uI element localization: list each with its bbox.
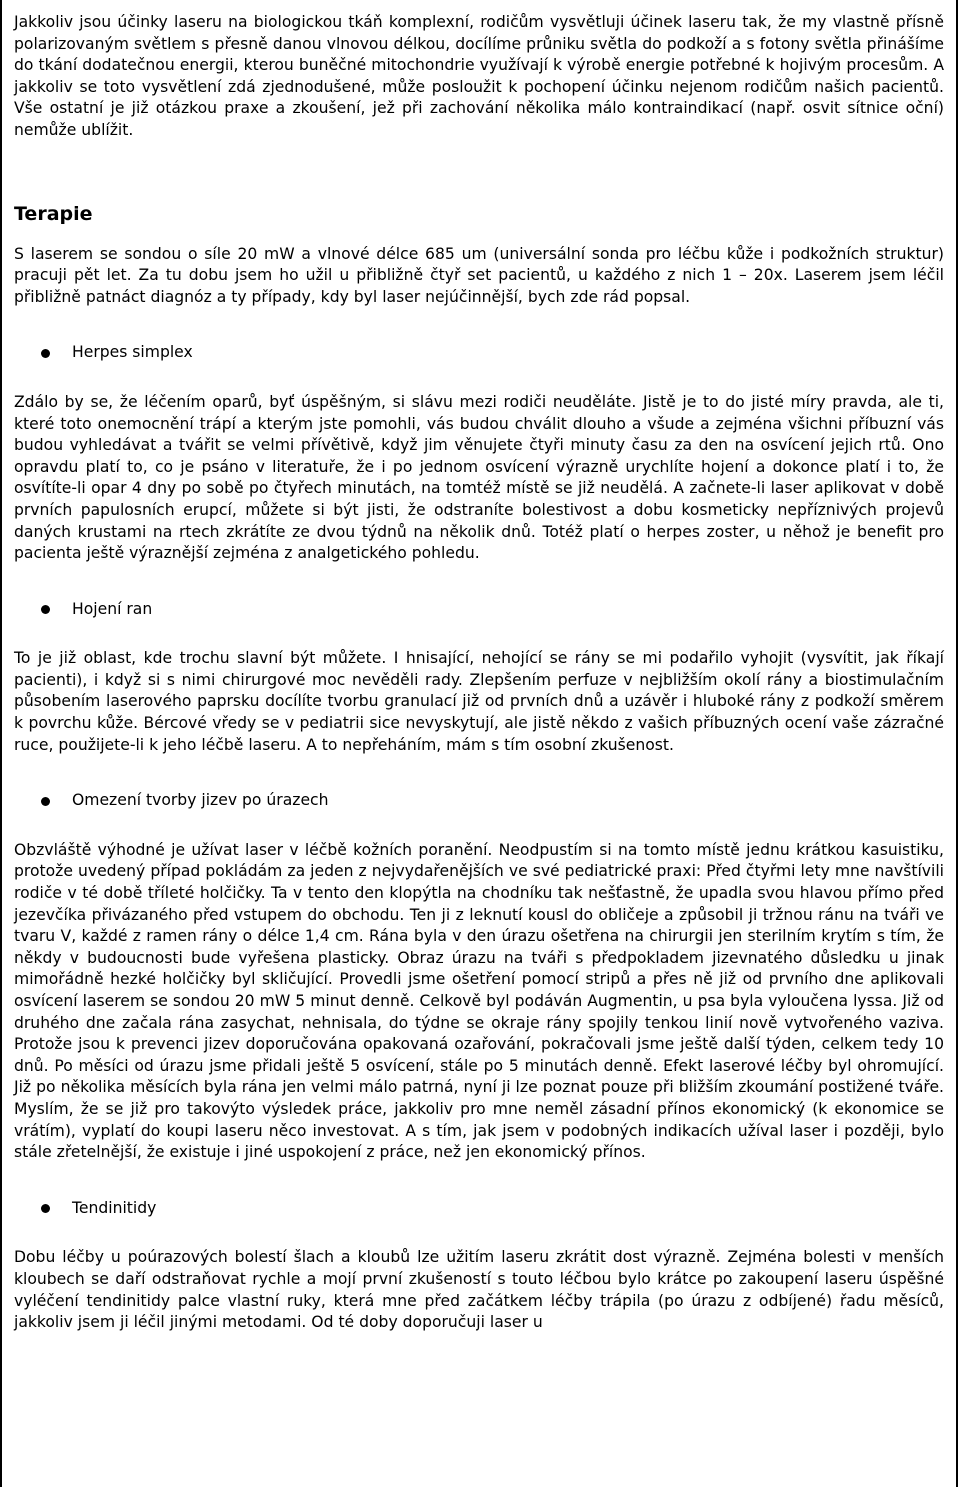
- hojeni-paragraph: To je již oblast, kde trochu slavní být můžete. I hnisající, nehojící se rány se mi podařilo vyhojit (vysvítit, jak říkají pacienti), i když si s nimi chirurgové moc nevěděli rady. Zlepšením perfuze v nejbližším okolí rány a biostimulačním působením laserového paprsku docílíte tvorbu granulací již od prvních dnů a uzávěr i hluboké rány z podkoží směrem k povrchu kůže. Bércové vředy se v pediatrii sice nevyskytují, ale jistě někdo z vašich příbuzných ocení vaše zázračné ruce, použijete-li k jeho léčbě laseru. A to nepřeháním, mám s tím osobní zkušenost.: [14, 649, 944, 754]
- list-item-hojeni-ran: [14, 599, 944, 621]
- list-item-label: Omezení tvorby jizev po úrazech: [72, 791, 329, 810]
- section-heading: Terapie: [14, 202, 93, 225]
- document-body: [14, 12, 944, 1334]
- list-item-herpes-simplex: [14, 342, 944, 364]
- bullet-icon: [41, 349, 50, 358]
- list-item-label: Tendinitidy: [72, 1198, 157, 1217]
- intro-paragraph: Jakkoliv jsou účinky laseru na biologickou tkáň komplexní, rodičům vysvětluji účinek laseru tak, že my vlastně přísně polarizovaným světlem s přesně danou vlnovou délkou, docílíme průniku světla do podkoží a s fotony světla přinášíme do tkání dodatečnou energii, kterou buněčné mitochondrie využívají k výrobě energie potřebné k hojivým procesům. A jakkoliv se toto vysvětlení zdá zjednodušené, může posloužit k pochopení účinku nejenom rodičům našich pacientů. Vše ostatní je již otázkou praxe a zkoušení, jež při zachování několika málo kontraindikací (např. osvit sítnice oční) nemůže ublížit.: [14, 13, 944, 139]
- list-item-label: Hojení ran: [72, 599, 153, 618]
- bullet-icon: [41, 605, 50, 614]
- bullet-icon: [41, 1204, 50, 1213]
- tendinitidy-paragraph: Dobu léčby u poúrazových bolestí šlach a kloubů lze užitím laseru zkrátit dost výrazně. Zejména bolesti v menších kloubech se daří odstraňovat rychle a mojí první zkušeností s touto léčbou bylo krátce po zakoupení laseru úspěšné vyléčení tendinitidy palce vlastní ruky, která mne před začátkem léčby trápila (po úrazu z odbíjené) řadu měsíců, jakkoliv jsem ji léčil jinými metodami. Od té doby doporučuji laser u: [14, 1248, 944, 1332]
- bullet-icon: [41, 797, 50, 806]
- list-item-omezeni-jizev: [14, 790, 944, 812]
- list-item-tendinitidy: [14, 1198, 944, 1220]
- list-item-label: Herpes simplex: [72, 343, 193, 362]
- jizvy-paragraph: Obzvláště výhodné je užívat laser v léčbě kožních poranění. Neodpustím si na tomto místě jednu krátkou kasuistiku, protože uvedený případ pokládám za jeden z nejvydařenějších ve své pediatrické praxi: Před čtyřmi lety mne navštívili rodiče v té době tříleté holčičky. Ta v tento den klopýtla na chodníku tak nešťastně, že upadla svou hlavou přímo před jezevčíka přivázaného před vstupem do obchodu. Ten ji z leknutí kousl do obličeje a způsobil ji tržnou ránu na tváři ve tvaru V, každé z ramen rány o délce 1,4 cm. Rána byla v den úrazu ošetřena na chirurgii jen sterilním krytím s tím, že někdy v budoucnosti bude vyřešena plasticky. Obraz úrazu na tváři s předpokladem jizevnatého důsledku u jinak mimořádně hezké holčičky byl skličující. Provedli jsme ošetření pomocí stripů a přes ně již od prvního dne aplikovali osvícení laserem se sondou 20 mW 5 minut denně. Celkově byl podáván Augmentin, u psa byla vyloučena lyssa. Již od druhého dne začala rána zasychat, nehnisala, do týdne se okraje rány spojily tenkou linií nově vytvořeného vaziva. Protože jsou k prevenci jizev doporučována opakovaná ozařování, pokračovali jsme ještě další týden, celkem tedy 10 dnů. Po měsíci od úrazu jsme přidali ještě 5 osvícení, stále po 5 minutách denně. Efekt laserové léčby byl ohromující. Již po několika měsících byla rána jen velmi málo patrná, nyní ji lze poznat pouze při bližším zkoumání postižené tváře. Myslím, že se již pro takovýto výsledek práce, jakkoliv pro mne neměl zásadní přínos ekonomický (k ekonomice se vrátím), vyplatí do koupi laseru něco investovat. A s tím, jak jsem v podobných indikacích užíval laser i později, bylo stále zřetelnější, že existuje i jiné uspokojení z práce, než jen ekonomický přínos.: [14, 840, 944, 1162]
- herpes-paragraph: Zdálo by se, že léčením oparů, byť úspěšným, si slávu mezi rodiči neuděláte. Jistě je to do jisté míry pravda, ale ti, které toto onemocnění trápí a kterým jste pomohli, vás budou chválit dlouho a všude a zejména všichni příbuzní vás budou vyhledávat a tvářit se velmi přívětivě, když jim věnujete čtyři minuty času za den na osvícení jejich rtů. Ono opravdu platí to, co je psáno v literatuře, že i po jednom osvícení výrazně urychlíte hojení a dokonce platí i to, že osvítíte-li opar 4 dny po sobě po čtyřech minutách, na tomtéž místě se již neudělá. A začnete-li laser aplikovat v době prvních papulosních erupcí, můžete si být jisti, že odstraníte bolestivost a dobu kosmeticky nepříznivých projevů daných krustami na rtech zkrátíte ze dvou týdnů na několik dnů. Totéž platí o herpes zoster, u něhož je benefit pro pacienta ještě výraznější zejména z analgetického pohledu.: [14, 392, 944, 563]
- section-intro-paragraph: S laserem se sondou o síle 20 mW a vlnové délce 685 um (universální sonda pro léčbu kůže i podkožních struktur) pracuji pět let. Za tu dobu jsem ho užil u přibližně čtyř set pacientů, u každého z nich 1 – 20x. Laserem jsem léčil přibližně patnáct diagnóz a ty případy, kdy byl laser nejúčinnější, bych zde rád popsal.: [14, 244, 944, 306]
